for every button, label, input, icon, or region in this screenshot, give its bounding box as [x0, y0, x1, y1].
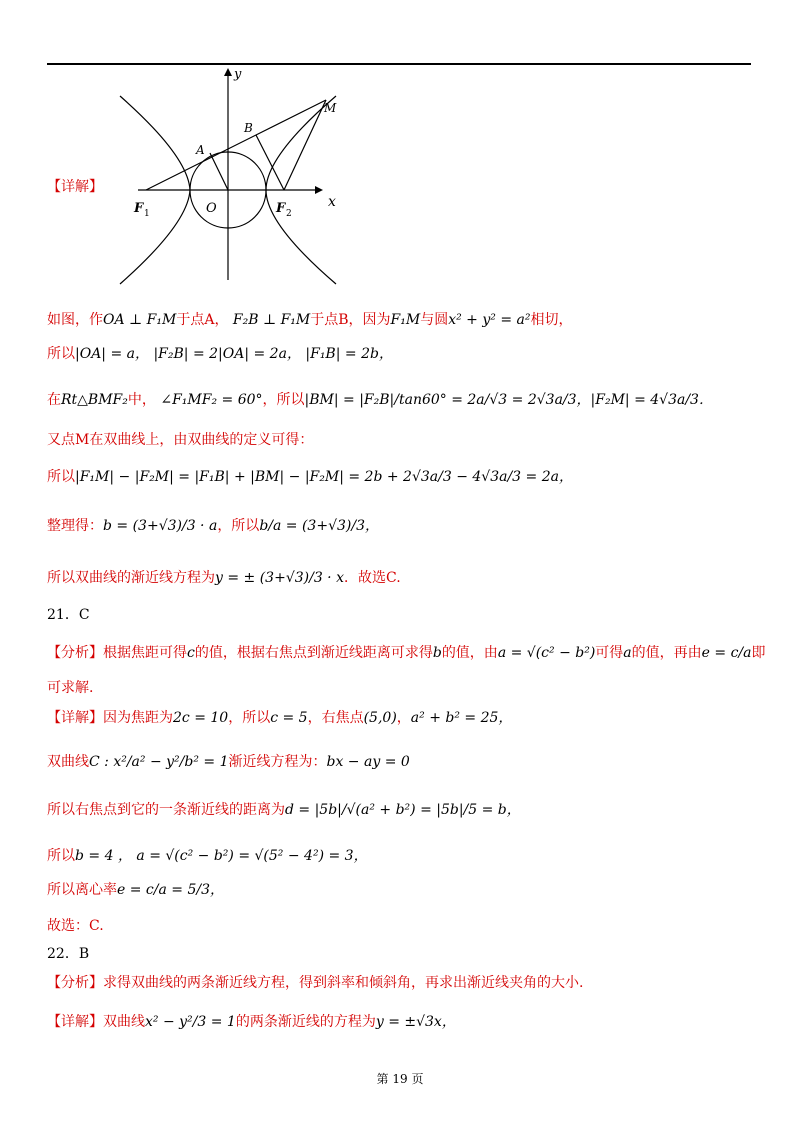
line-2: 所以|OA| = a， |F₂B| = 2|OA| = 2a， |F₁B| = 2b，	[47, 346, 393, 362]
label-f2-sub: 2	[286, 209, 292, 219]
line-3: 在Rt△BMF₂中， ∠F₁MF₂ = 60°，所以|BM| = |F₂B|/tan60° = 2a/√3 = 2√3a/3，|F₂M| = 4√3a/3．	[47, 392, 713, 408]
line-7: 所以双曲线的渐近线方程为y = ± (3+√3)/3 · x．故选C.	[47, 570, 401, 586]
line-f2m	[284, 100, 326, 190]
line-detail-21-6: 故选：C.	[47, 918, 104, 934]
line-detail-21-1: 【详解】因为焦距为2c = 10，所以c = 5，右焦点(5,0)，a² + b² = 25，	[47, 710, 513, 726]
line-analysis-22: 【分析】求得双曲线的两条渐近线方程，得到斜率和倾斜角，再求出渐近线夹角的大小.	[47, 975, 584, 991]
label-o: O	[206, 201, 217, 216]
line-detail-21-2: 双曲线C : x²/a² − y²/b² = 1渐近线方程为：bx − ay = 0	[47, 754, 410, 770]
line-4: 又点M在双曲线上，由双曲线的定义可得：	[47, 432, 314, 448]
line-oa	[210, 153, 228, 190]
detail-label: 【详解】	[47, 179, 103, 195]
label-b: B	[244, 121, 253, 135]
label-x: x	[328, 194, 336, 210]
hyperbola-diagram	[118, 66, 350, 286]
line-detail-22: 【详解】双曲线x² − y²/3 = 1的两条渐近线的方程为y = ±√3x，	[47, 1014, 456, 1030]
page-number: 第 19 页	[376, 1072, 424, 1086]
header-rule	[47, 63, 751, 65]
line-6: 整理得：b = (3+√3)/3 · a，所以b/a = (3+√3)/3，	[47, 518, 379, 534]
line-1: 如图，作OA ⊥ F₁M于点A， F₂B ⊥ F₁M于点B，因为F₁M与圆x² + y² = a²相切，	[47, 312, 573, 328]
line-5: 所以|F₁M| − |F₂M| = |F₁B| + |BM| − |F₂M| = 2b + 2√3a/3 − 4√3a/3 = 2a，	[47, 469, 573, 485]
line-f1m	[146, 100, 326, 190]
line-detail-21-3: 所以右焦点到它的一条渐近线的距离为d = |5b|/√(a² + b²) = |5b|/5 = b，	[47, 802, 521, 818]
y-axis-arrow	[224, 68, 232, 76]
problem-21-answer: 21．C	[47, 607, 90, 623]
label-a: A	[196, 143, 205, 157]
label-f1: F	[134, 201, 144, 216]
line-detail-21-4: 所以b = 4 ， a = √(c² − b²) = √(5² − 4²) = 3，	[47, 848, 368, 864]
problem-22-answer: 22．B	[47, 946, 90, 962]
label-f2: F	[276, 201, 286, 216]
x-axis-arrow	[315, 186, 323, 194]
line-detail-21-5: 所以离心率e = c/a = 5/3，	[47, 882, 224, 898]
label-y: y	[234, 67, 242, 82]
line-f2b	[256, 135, 284, 190]
line-analysis-21: 【分析】根据焦距可得c的值，根据右焦点到渐近线距离可求得b的值，由a = √(c² − b²)可得a的值，再由e = c/a即	[47, 645, 766, 661]
label-f1-sub: 1	[144, 209, 150, 219]
label-m: M	[324, 101, 337, 115]
line-analysis-21-cont: 可求解.	[47, 680, 94, 696]
